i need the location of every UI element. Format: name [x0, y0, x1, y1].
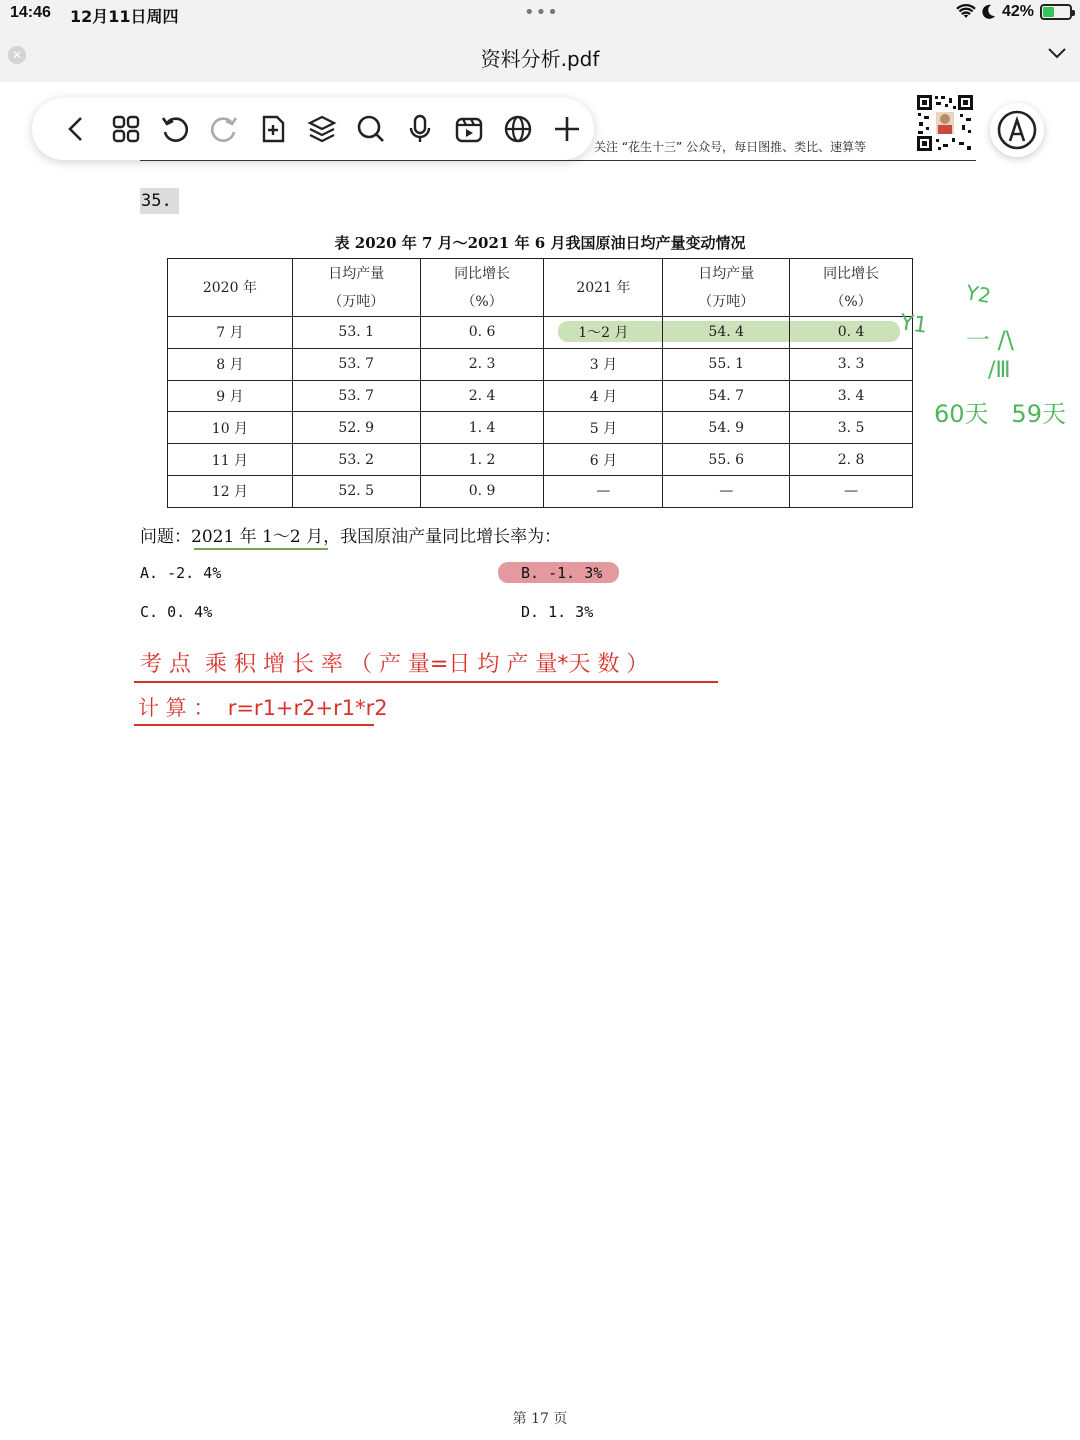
table-cell: 52. 9 [292, 412, 420, 444]
table-cell: 2. 3 [420, 348, 544, 380]
handwritten-fraction-top: 一 /\ [966, 326, 1014, 354]
toolbar [32, 98, 594, 160]
close-button[interactable]: ✕ [8, 46, 26, 64]
more-button[interactable] [542, 109, 591, 149]
table-title: 表 2020 年 7 月～2021 年 6 月我国原油日均产量变动情况 [334, 234, 746, 252]
microphone-icon [404, 113, 436, 145]
grid-icon [110, 113, 142, 145]
search-button[interactable] [346, 109, 395, 149]
table-cell: 3. 4 [790, 380, 913, 412]
globe-icon [502, 113, 534, 145]
table-header: 同比增长 （%） [420, 259, 544, 317]
status-time: 14:46 [10, 4, 51, 21]
question-number: 35. [140, 188, 179, 214]
chevron-down-icon[interactable] [1046, 42, 1068, 64]
green-underline [194, 548, 328, 550]
handwritten-y1: Y1 [898, 310, 930, 339]
table-header: 2021 年 [544, 259, 663, 317]
title-bar [0, 30, 1080, 82]
page-number: 第 17 页 [512, 1411, 568, 1427]
table-row [168, 348, 913, 380]
table-row [168, 412, 913, 444]
table-cell: 55. 6 [663, 444, 790, 476]
table-cell: 10 月 [168, 412, 293, 444]
table-header: 日均产量 （万吨） [292, 259, 420, 317]
web-button[interactable] [493, 109, 542, 149]
table-cell: 1. 4 [420, 412, 544, 444]
status-bar [0, 0, 1080, 30]
table-row [168, 380, 913, 412]
handwritten-fraction-bottom: /Ⅲ [988, 358, 1011, 383]
handwritten-note-formula: 计 算 ： r=r1+r2+r1*r2 [138, 696, 388, 720]
table-cell: 1. 2 [420, 444, 544, 476]
table-cell: 1～2 月 [544, 317, 663, 349]
header-rule [140, 160, 976, 161]
status-indicators [956, 3, 1072, 21]
table-cell: 53. 2 [292, 444, 420, 476]
table-cell: 54. 4 [663, 317, 790, 349]
back-button[interactable] [52, 109, 101, 149]
handwritten-note-concept: 考 点 乘 积 增 长 率 （ 产 量=日 均 产 量*天 数 ） [140, 652, 649, 677]
table-cell: 55. 1 [663, 348, 790, 380]
layers-button[interactable] [297, 109, 346, 149]
table-cell: — [663, 475, 790, 507]
table-cell: 7 月 [168, 317, 293, 349]
table-cell: 2. 4 [420, 380, 544, 412]
table-cell: 54. 9 [663, 412, 790, 444]
red-underline [134, 681, 718, 683]
undo-button[interactable] [150, 109, 199, 149]
document-title[interactable]: 资料分析.pdf [480, 47, 600, 71]
table-cell: 11 月 [168, 444, 293, 476]
table-cell: 2. 8 [790, 444, 913, 476]
table-cell: 53. 7 [292, 348, 420, 380]
handwritten-y2: Y2 [964, 280, 993, 308]
search-icon [355, 113, 387, 145]
table-cell: 52. 5 [292, 475, 420, 507]
add-page-icon [257, 113, 289, 145]
table-cell: 0. 9 [420, 475, 544, 507]
redo-icon [208, 113, 240, 145]
pen-icon [996, 109, 1038, 151]
back-icon [61, 113, 93, 145]
media-button[interactable] [444, 109, 493, 149]
option-a: A. -2. 4% [140, 564, 222, 582]
red-underline [134, 724, 374, 726]
underlined-text: 2021 年 1～2 月 [191, 527, 324, 547]
battery-fill [1043, 7, 1054, 17]
undo-icon [159, 113, 191, 145]
table-cell: 12 月 [168, 475, 293, 507]
table-cell: — [790, 475, 913, 507]
page-header-text: 关注 “花生十三” 公众号，每日图推、类比、速算等 [594, 140, 867, 154]
table-cell: 6 月 [544, 444, 663, 476]
table-cell: — [544, 475, 663, 507]
layers-icon [306, 113, 338, 145]
table-cell: 0. 4 [790, 317, 913, 349]
data-table [167, 258, 913, 508]
option-d: D. 1. 3% [521, 603, 594, 621]
question-text: 问题：2021 年 1～2 月，我国原油产量同比增长率为： [140, 527, 562, 547]
table-cell: 3. 5 [790, 412, 913, 444]
table-header: 2020 年 [168, 259, 293, 317]
table-header: 同比增长 （%） [790, 259, 913, 317]
microphone-button[interactable] [395, 109, 444, 149]
pen-tool-button[interactable] [990, 103, 1044, 157]
add-page-button[interactable] [248, 109, 297, 149]
option-c: C. 0. 4% [140, 603, 213, 621]
table-cell: 9 月 [168, 380, 293, 412]
battery-icon [1040, 4, 1072, 20]
multitasking-dots[interactable]: ••• [524, 2, 559, 23]
table-cell: 53. 7 [292, 380, 420, 412]
qr-code-image [916, 94, 974, 152]
table-header-row [168, 259, 913, 317]
table-row [168, 444, 913, 476]
table-cell: 3 月 [544, 348, 663, 380]
table-row [168, 475, 913, 507]
table-cell: 54. 7 [663, 380, 790, 412]
table-cell: 5 月 [544, 412, 663, 444]
battery-percent: 42% [1001, 3, 1034, 20]
moon-icon [982, 4, 996, 20]
table-cell: 0. 6 [420, 317, 544, 349]
table-row [168, 317, 913, 349]
grid-button[interactable] [101, 109, 150, 149]
redo-button[interactable] [199, 109, 248, 149]
table-cell: 3. 3 [790, 348, 913, 380]
table-cell: 4 月 [544, 380, 663, 412]
table-cell: 8 月 [168, 348, 293, 380]
table-cell: 53. 1 [292, 317, 420, 349]
status-date: 12月11日周四 [70, 7, 179, 26]
handwritten-days: 60天 59天 [934, 400, 1066, 428]
option-b: B. -1. 3% [521, 564, 603, 582]
plus-icon [551, 113, 583, 145]
wifi-icon [956, 4, 976, 20]
media-icon [453, 113, 485, 145]
table-header: 日均产量 （万吨） [663, 259, 790, 317]
